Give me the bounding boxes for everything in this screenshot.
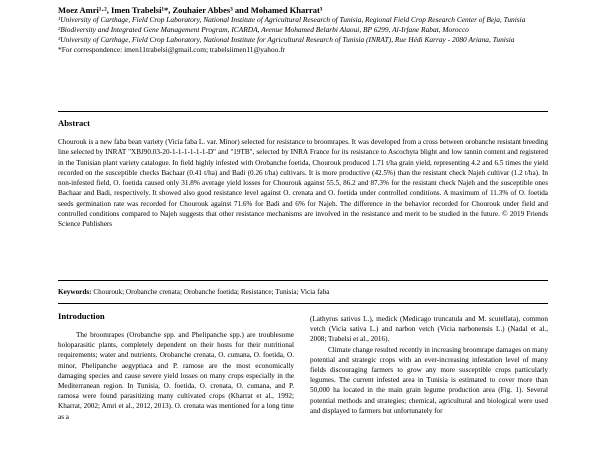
intro-paragraph-1: The broomrapes (Orobanche spp. and Phelipanche spp.) are troublesome holoparasitic plants, completely dependent on their hosts for their nutritional requirements; water and nutrients. Orobanche crenata, O. cumana, O. foetida, O. minor, Phelipanche aegyptiaca and P. ramose are the most economically damaging species and cause severe yield losses on many crops especially in the Mediterranean region. In Tunisia, O. foetida, O. crenata, O. cumana, and P. ramosa were found parasitizing many cultivated crops (Kharrat et al., 1992; Kharrat, 2002; Amri et al., 2012, 2013). O. crenata was mentioned for a long time as a [58, 331, 294, 421]
abstract-text: Chourouk is a new faba bean variety (Vicia faba L. var. Minor) selected for resistance to broomrapes. It was developed from a cross between orobanche resistant breeding line selected by INRAT "XBJ90.03-20-1-1-1-1-1-1-D" and "19TB", selected by INRA France for its resistance to Ascochyta blight and low tannin content and registered in the Tunisian plant variety catalogue. In field highly infested with Orobanche foetida, Chourouk produced 1.71 t/ha grain yield, representing 4.2 and 6.5 times the yield recorded on the susceptible checks Bachaar (0.41 t/ha) and Badi (0.26 t/ha) cultivars. It is more productive (42.5%) than the resistant check Najeh cultivar (1.2 t/ha). In non-infested field, O. foetida caused only 31.8% average yield losses for Chourouk against 55.5, 86.2 and 87.3% for the resistant check Najeh and the susceptible ones Bachaar and Badi, respectively. It showed also good resistance level against O. crenata and O. foetida under controlled conditions. A maximum of 11.3% of O. foetida seeds germination rate was recorded for Chourouk against 71.6% for Badi and 6% for Najeh. The difference in the behavior recorded for Chourouk under field and controlled conditions compared to Najeh suggests that other resistance mechanisms are involved in the resistance and merit to be studied in the future. © 2019 Friends Science Publishers [58, 138, 548, 229]
affiliations [58, 15, 550, 55]
introduction-heading: Introduction [58, 311, 105, 321]
abstract-heading: Abstract [58, 118, 90, 128]
affiliation-3: ³University of Carthage, Field Crop Laboratory, National Institute for Agricultural Research of Tunisia (INRAT), Rue Hédi Karray - 2080 Ariana, Tunisia [58, 35, 515, 45]
introduction-right-column [310, 314, 548, 416]
keywords-bottom-rule [58, 303, 548, 304]
author-list: Moez Amri¹·², Imen Trabelsi¹*, Zouhaier Abbes³ and Mohamed Kharrat³ [58, 5, 323, 15]
intro-paragraph-2: Climate change resulted recently in increasing broomrape damages on many potential and strategic crops with an ever-increasing infestation level of many fields discouraging farmers to grow any more susceptible crops particularly legumes. The current infested area in Tunisia is estimated to cover more than 50,000 ha located in the main grain legume production area (Fig. 1). Several potential methods and strategies; chemical, agricultural and biological were used and displayed to farmers but unfortunately for [310, 345, 548, 415]
affiliation-2: ²Biodiversity and Integrated Gene Management Program, ICARDA, Avenue Mohamed Belarbi Alaoui, BP 6299, Al-Irfane Rabat, Morocco [58, 25, 469, 35]
abstract-top-rule [58, 111, 548, 112]
introduction-left-column [58, 330, 294, 422]
keywords-top-rule [58, 280, 548, 281]
correspondence-email: *For correspondence: imen11trabelsi@gmail.com; trabelsiimen11@yahoo.fr [58, 45, 286, 55]
keywords [58, 287, 548, 297]
affiliation-1: ¹University of Carthage, Field Crop Laboratory, National Institute of Agricultural Research of Tunisia, Regional Field Crop Research Center of Beja, Tunisia [58, 15, 526, 24]
intro-paragraph-continued: (Lathyrus sativus L.), medick (Medicago truncatula and M. scutellata), common vetch (Vicia sativa L.) and narbon vetch (Vicia narbonensis L.) (Nadal et al., 2008; Trabelsi et al., 2016). [310, 315, 548, 344]
keywords-list: Chourouk; Orobanche crenata; Orobanche foetida; Resistance; Tunisia; Vicia faba [93, 288, 330, 296]
keywords-label: Keywords: [58, 288, 92, 296]
